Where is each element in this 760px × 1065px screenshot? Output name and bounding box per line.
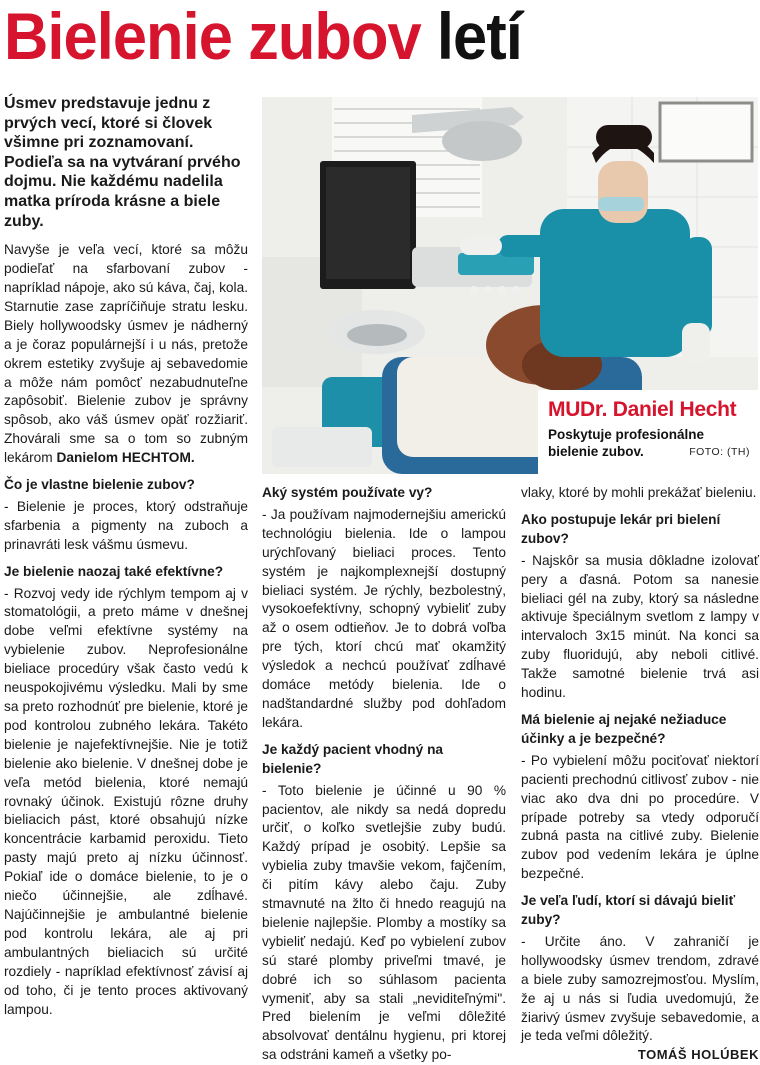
doctor-photo [262,97,758,474]
question: Má bielenie aj nejaké nežiaduce účinky a je bezpečné? [521,711,727,746]
column-left [4,94,248,1019]
question: Ako postupuje lekár pri bielení zubov? [521,511,721,546]
answer: - Najskôr sa musia dôkladne izolovať pery a ďasná. Potom sa nanesie bieliaci gél na zuby, ktorý sa následne aktivuje špeciálnym svetlom z lampy v intervaloch 3x15 minút. Na konci sa zuby fluoridujú, aby neboli citlivé. Takže samotné bielenie trvá asi hodinu. [521,552,759,701]
question: Aký systém používate vy? [262,485,433,500]
headline [4,0,522,74]
answer-text: - Určite áno. V zahraničí je hollywoodsky úsmev trendom, zdravé a biele zuby samozrejmosťou. Myslím, že aj u nás si ľudia uvedomujú, že žiarivý úsmev zvyšuje sebavedomie, a je teda veľmi dôležitý. [521,933,759,1044]
doctor-mention: Danielom HECHTOM. [56,450,195,466]
answer: - Po vybielení môžu pociťovať niektorí pacienti prechodnú citlivosť zubov - nie viac ako dva dni po procedúre. V prípade potreby sa vtedy odporučí zubná pasta na citlivé zuby. Bielenie zubov pod vedením lekára je úplne bezpečné. [521,752,759,882]
answer: - Bielenie je proces, ktorý odstraňuje sfarbenia a pigmenty na zuboch a prinavráti lesk vášmu úsmevu. [4,498,248,552]
photo-caption [538,390,758,474]
answer [521,933,759,1063]
caption-name: MUDr. Daniel Hecht [548,398,737,421]
caption-description: Poskytuje profesionálne bielenie zubov. [548,427,705,459]
column-middle [262,484,506,1065]
photo-credit: FOTO: (TH) [689,446,750,458]
question: Čo je vlastne bielenie zubov? [4,477,195,493]
intro-text: Navyše je veľa vecí, ktoré sa môžu podieľať na sfarbovaní zubov - napríklad nápoje, ako sú káva, čaj, kola. Starnutie zase zapríčiňuje stratu lesku. Biely hollywoodsky úsmev je nádherný a je čoraz populárnejší i u nás, pretože okrem estetiky zvyšuje aj sebavedomie a môže nám pomôcť nezabudnuteľne zapôsobiť. Bielenie zubov je správny spôsob, ako váš úsmev opäť rozžiariť. Zhovárali sme sa o tom so zubným lekárom [4,242,248,466]
answer-continuation: vlaky, ktoré by mohli prekážať bieleniu. [521,485,757,500]
answer: - Rozvoj vedy ide rýchlym tempom aj v stomatológii, a preto máme v dnešnej dobe veľmi efektívne systémy na vybielenie zubov. Neprofesionálne bieliace procedúry však často vedú k neuspokojivému výsledku. Mali by sme sa preto rozhodnúť pre bielenie, ktoré je pod kontrolou zubného lekára. Takéto bielenie je najefektívnejšie. Nie je totiž bielenie ako bielenie. V dnešnej dobe je veľa metód bielenia, ktoré nemajú rovnaký účinok. Existujú rôzne druhy bieliacich pást, ktoré obsahujú nízke koncentrácie karbamid peroxidu. Tieto pasty majú preto aj nízku účinnosť. Pokiaľ ide o domáce bielenie, to je o niečo účinnejšie, ale zdĺhavé. Najúčinnejšie je ambulantné bielenie pod kontrolu lekára, ale aj pri ambulantných bieliacich sú určité rozdiely - napríklad efektívnosť závisí aj od toho, či je tento proces aktivovaný lampou. [4,585,248,1017]
question: Je bielenie naozaj také efektívne? [4,563,224,579]
headline-black: letí [436,0,522,73]
answer: - Ja používam najmodernejšiu americkú technológiu bielenia. Ide o lampou urýchľovaný bieliaci proces. Tento systém je najkomplexnejší dostupný bieliaci systém. Je rýchly, bezbolestný, vysokoefektívny, schopný vybieliť zuby až o osem odtieňov. Je to dobrá voľba pre tých, ktorí chcú mať okamžitý výsledok a nechcú používať zdĺhavé domáce metódy bielenia. Ide o nadštandardné služby pod dohľadom lekára. [262,506,506,730]
question: Je každý pacient vhodný na bielenie? [262,741,444,776]
answer: - Toto bielenie je účinné u 90 % pacientov, ale nikdy sa nedá dopredu určiť, o koľko svetlejšie zuby budú. Každý prípad je osobitý. Lepšie sa vybielia zuby tmavšie vekom, fajčením, či pitím kávy alebo čaju. Zuby stmavnuté na žlto či hnedo reagujú na bielenie najlepšie. Plomby a mostíky sa vybieliť nedajú. Keď po vybielení zubov sú staré plomby priveľmi tmavé, je dobré ich so súhlasom pacienta vymeniť, aby sa stali „neviditeľnými". Pred bielením je veľmi dôležité absolvovať dentálnu hygienu, pri ktorej sa odstráni kameň a všetky po- [262,782,506,1063]
intro-paragraph [4,241,248,468]
headline-red: Bielenie zubov [4,0,421,73]
column-right [521,484,759,1065]
question: Je veľa ľudí, ktorí si dávajú bieliť zuby? [521,893,736,928]
lead-paragraph: Úsmev predstavuje jednu z prvých vecí, ktoré si človek všimne pri zoznamovaní. Podieľa sa na vytváraní prvého dojmu. Nie každému nadelila matka príroda krásne a biele zuby. [4,95,241,230]
byline: TOMÁŠ HOLÚBEK [637,1047,759,1063]
